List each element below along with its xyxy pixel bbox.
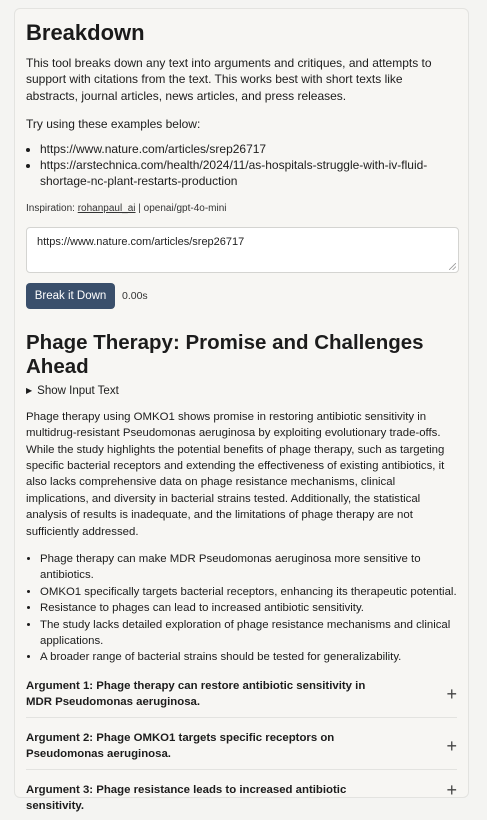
breakdown-card [14,8,469,798]
examples-heading: Try using these examples below: [26,116,457,132]
resize-handle-icon[interactable] [449,263,456,270]
examples-list [26,141,457,190]
key-points-list [26,551,457,666]
intro-text: This tool breaks down any text into arguments and critiques, and attempts to support with citations from the text. This works best with short texts like abstracts, journal articles, news articles, and press releases. [26,55,457,104]
example-link-2[interactable]: • https://arstechnica.com/health/2024/11/as-hospitals-struggle-with-iv-fluid-shortage-nc-plant-restarts-production [40,157,457,190]
key-point: • A broader range of bacterial strains should be tested for generalizability. [40,649,457,665]
break-it-down-button[interactable]: Break it Down [26,283,115,309]
action-row [26,283,457,309]
key-point: • Resistance to phages can lead to increased antibiotic sensitivity. [40,600,457,616]
inspiration-link[interactable]: rohanpaul_ai [78,203,136,214]
disclosure-triangle-icon: ▶ [26,386,32,395]
key-point: • Phage therapy can make MDR Pseudomonas aeruginosa more sensitive to antibiotics. [40,551,457,584]
example-link-1[interactable]: • https://www.nature.com/articles/srep26717 [40,141,457,157]
url-input[interactable] [26,227,459,273]
argument-3-label: Argument 3: Phage resistance leads to increased antibiotic sensitivity. [26,782,386,815]
expand-plus-icon[interactable]: + [446,738,457,754]
page-title: Breakdown [26,21,457,45]
argument-3-accordion[interactable] [26,782,457,820]
argument-1-label: Argument 1: Phage therapy can restore antibiotic sensitivity in MDR Pseudomonas aeruginosa. [26,678,386,711]
summary-text: Phage therapy using OMKO1 shows promise in restoring antibiotic sensitivity in multidrug-resistant Pseudomonas aeruginosa by exploiting evolutionary trade-offs. While the study highlights the potential benefits of phage therapy, such as targeting specific bacterial receptors and extending the effectiveness of existing antibiotics, it also lacks comprehensive data on phage resistance mechanisms, clinical implications, and diversity in bacterial strains tested. Additionally, the statistical analysis of results is inadequate, and the limitations of phage therapy are not sufficiently addressed. [26,409,457,540]
argument-2-accordion[interactable] [26,730,457,770]
inspiration-line [26,202,457,215]
argument-1-accordion[interactable] [26,678,457,718]
model-label: | openai/gpt-4o-mini [136,203,227,214]
inspiration-prefix: Inspiration: [26,203,78,214]
url-input-value: https://www.nature.com/articles/srep26717 [37,236,244,248]
argument-2-label: Argument 2: Phage OMKO1 targets specific receptors on Pseudomonas aeruginosa. [26,730,386,763]
expand-plus-icon[interactable]: + [446,782,457,798]
show-input-toggle[interactable] [26,385,457,397]
result-title: Phage Therapy: Promise and Challenges Ahead [26,331,457,379]
show-input-label: Show Input Text [37,385,119,397]
elapsed-time: 0.00s [122,290,148,302]
key-point: • The study lacks detailed exploration of phage resistance mechanisms and clinical applications. [40,617,457,650]
expand-plus-icon[interactable]: + [446,686,457,702]
key-point: • OMKO1 specifically targets bacterial receptors, enhancing its therapeutic potential. [40,584,457,600]
